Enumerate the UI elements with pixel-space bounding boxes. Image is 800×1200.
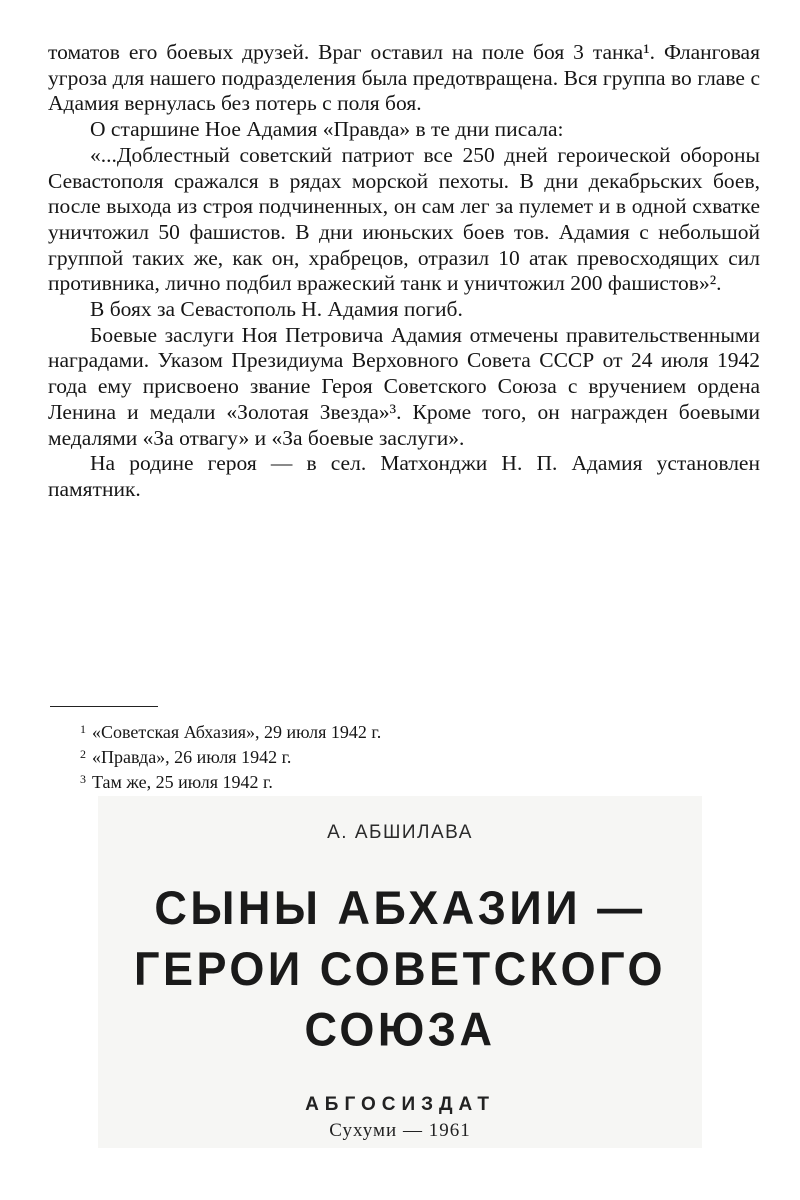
footnote-number: 1 bbox=[80, 722, 86, 736]
paragraph-continuation: томатов его боевых друзей. Враг оставил на поле боя 3 танка¹. Фланговая угроза для нашего подразделения была предотвращена. Вся группа во главе с Адамия вернулась без потерь с поля боя. bbox=[48, 40, 760, 116]
paragraph-death: В боях за Севастополь Н. Адамия погиб. bbox=[90, 297, 463, 322]
footnote-text: «Советская Абхазия», 29 июля 1942 г. bbox=[92, 722, 382, 742]
footnote-item bbox=[80, 718, 680, 743]
footnote-divider bbox=[50, 706, 158, 707]
footnote-item bbox=[80, 768, 680, 793]
paragraph-monument: На родине героя — в сел. Матхонджи Н. П. Адамия установлен памятник. bbox=[48, 451, 760, 501]
footnote-number: 3 bbox=[80, 772, 86, 786]
paragraph-awards: Боевые заслуги Ноя Петровича Адамия отмечены правительственными наградами. Указом Президиума Верховного Совета СССР от 24 июля 1942 года ему присвоено звание Героя Советского Союза с вручением ордена Ленина и медали «Золотая Звезда»³. Кроме того, он награжден боевыми медалями «За отвагу» и «За боевые заслуги». bbox=[48, 322, 760, 450]
main-text bbox=[48, 40, 760, 503]
cover-title bbox=[0, 878, 800, 1061]
footnote-number: 2 bbox=[80, 747, 86, 761]
cover-place-year: Сухуми — 1961 bbox=[329, 1120, 471, 1141]
cover-title-line: ГЕРОИ СОВЕТСКОГО bbox=[133, 941, 667, 996]
cover-author: А. АБШИЛАВА bbox=[327, 822, 473, 843]
cover-title-line: СЫНЫ АБХАЗИИ — bbox=[154, 880, 646, 935]
footnote-text: Там же, 25 июля 1942 г. bbox=[92, 772, 273, 792]
footnote-text: «Правда», 26 июля 1942 г. bbox=[92, 747, 292, 767]
footnotes bbox=[80, 718, 680, 793]
cover-title-line: СОЮЗА bbox=[304, 1002, 496, 1057]
paragraph-pravda-intro: О старшине Ное Адамия «Правда» в те дни писала: bbox=[90, 117, 564, 142]
footnote-item bbox=[80, 743, 680, 768]
cover-publisher: АБГОСИЗДАТ bbox=[305, 1094, 495, 1115]
paragraph-quote: «...Доблестный советский патриот все 250 дней героической обороны Севастополя сражался в рядах морской пехоты. В дни декабрьских боев, после выхода из строя подчиненных, он сам лег за пулемет и в одной схватке уничтожил 50 фашистов. В дни июньских боев тов. Адамия с небольшой группой таких же, как он, храбрецов, отразил 10 атак превосходящих сил противника, лично подбил вражеский танк и уничтожил 200 фашистов»². bbox=[48, 142, 760, 296]
